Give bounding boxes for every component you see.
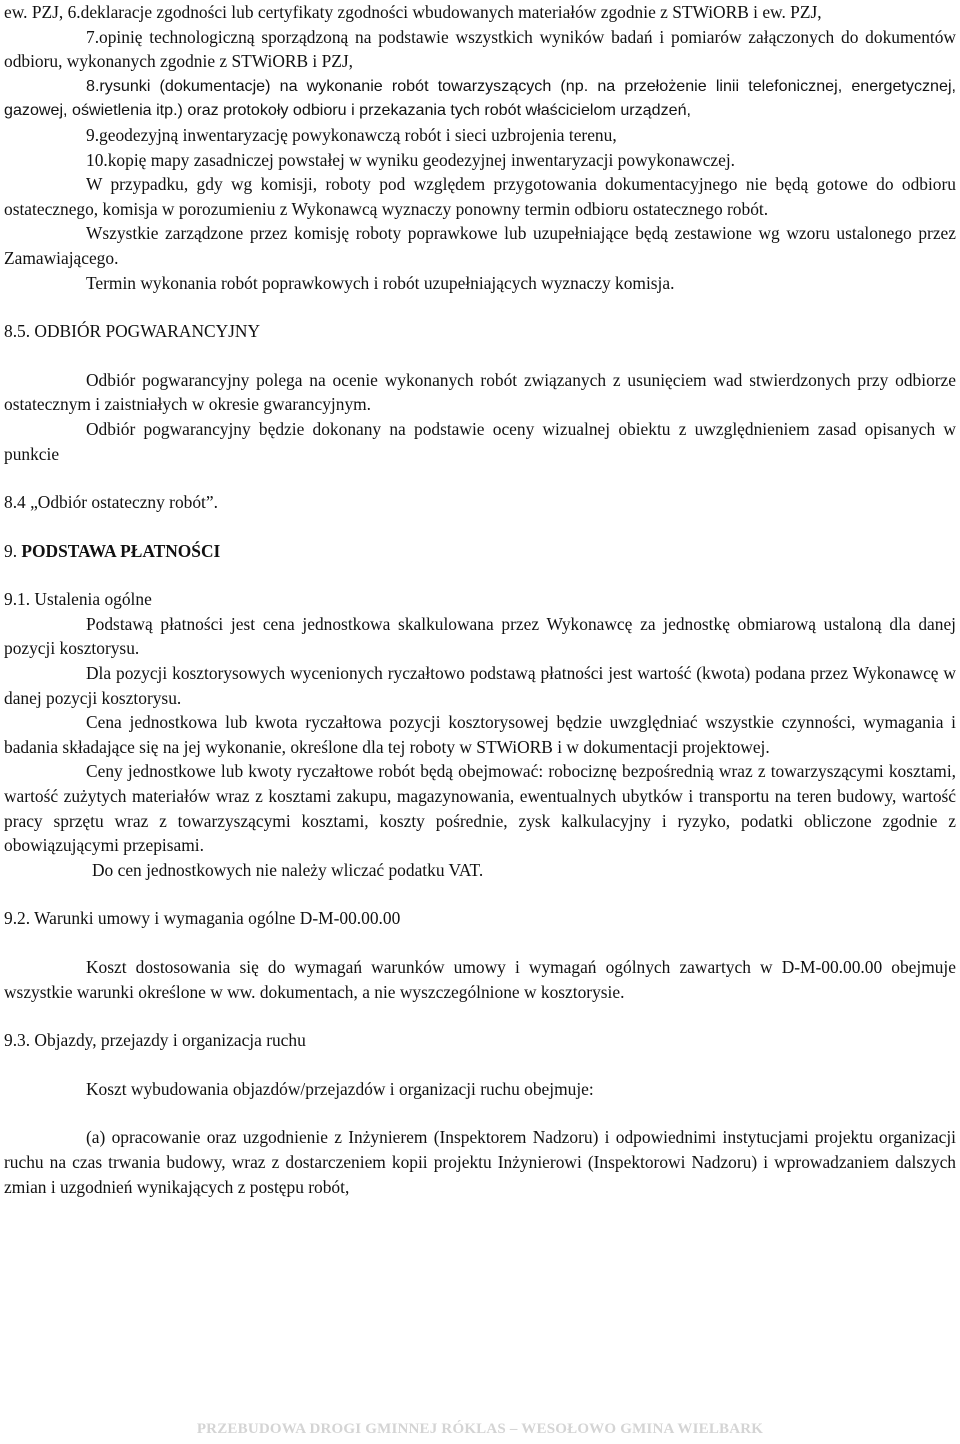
spacer xyxy=(4,1004,956,1028)
spacer xyxy=(4,563,956,587)
paragraph-w-przypadku: W przypadku, gdy wg komisji, roboty pod względem przygotowania dokumentacyjnego nie będą gotowe do odbioru ostatecznego, komisja w porozumieniu z Wykonawcą wyznaczy ponowny termin odbioru ostatecznego robót. xyxy=(4,174,956,219)
paragraph-koszt-wybudowania: Koszt wybudowania objazdów/przejazdów i organizacji ruchu obejmuje: xyxy=(86,1078,594,1099)
spacer xyxy=(4,466,956,490)
spacer xyxy=(4,1101,956,1125)
paragraph-odbior-2: Odbiór pogwarancyjny będzie dokonany na podstawie oceny wizualnej obiektu z uwzględnieniem zasad opisanych w punkcie xyxy=(4,418,956,464)
list-item-10: 10.kopię mapy zasadniczej powstałej w wyniku geodezyjnej inwentaryzacji powykonawczej. xyxy=(86,149,736,170)
paragraph-ceny-jednostkowe: Ceny jednostkowe lub kwoty ryczałtowe robót będą obejmować: robociznę bezpośrednią wraz z towarzyszącymi kosztami, wartość zużytych materiałów wraz z kosztami zakupu, magazynowania, ewentualnych ubytków i transportu na teren budowy, wartość pracy sprzętu wraz z towarzyszącymi kosztami, koszty pośrednie, zysk kalkulacyjny i ryzyko, podatki obliczone zgodnie z obowiązującymi przepisami. xyxy=(4,761,956,856)
paragraph-termin: Termin wykonania robót poprawkowych i robót uzupełniających wyznaczy komisja. xyxy=(86,272,675,293)
page-footer: PRZEBUDOWA DROGI GMINNEJ RÓKLAS – WESOŁOWO GMINA WIELBARK xyxy=(196,1421,764,1437)
paragraph-odbior-1: Odbiór pogwarancyjny polega na ocenie wykonanych robót związanych z usunięciem wad stwierdzonych przy odbiorze ostatecznym i zaistniałych w okresie gwarancyjnym. xyxy=(4,369,956,415)
paragraph-koszt-dostosowania: Koszt dostosowania się do wymagań warunków umowy i wymagań ogólnych zawartych w D-M-00.00.00 obejmuje wszystkie warunki określone w ww. dokumentach, a nie wyszczególnione w kosztorysie. xyxy=(4,957,956,1002)
spacer xyxy=(4,295,956,319)
spacer xyxy=(4,931,956,955)
section-heading-9-1: 9.1. Ustalenia ogólne xyxy=(4,589,152,610)
spacer xyxy=(4,515,956,539)
paragraph-wszystkie: Wszystkie zarządzone przez komisję roboty poprawkowe lub uzupełniające będą zestawione wg wzoru ustalonego przez Zamawiającego. xyxy=(4,223,956,268)
spacer xyxy=(4,344,956,368)
reference-8-4: 8.4 „Odbiór ostateczny robót”. xyxy=(4,492,218,513)
section-number-9: 9. xyxy=(4,540,22,561)
paragraph-cena-jednostkowa: Cena jednostkowa lub kwota ryczałtowa pozycji kosztorysowej będzie uwzględniać wszystkie czynności, wymagania i badania składające się na jej wykonanie, określone dla tej roboty w STWiORB i w dokumentacji projektowej. xyxy=(4,712,956,757)
paragraph-item-a: (a) opracowanie oraz uzgodnienie z Inżynierem (Inspektorem Nadzoru) i odpowiednimi instytucjami projektu organizacji ruchu na czas trwania budowy, wraz z dostarczeniem kopii projektu Inżynierowi (Inspektorowi Nadzoru) i wprowadzaniem dalszych zmian i uzgodnień wynikających z postępu robót, xyxy=(4,1127,956,1197)
list-item-9: 9.geodezyjną inwentaryzację powykonawczą robót i sieci uzbrojenia terenu, xyxy=(86,124,617,145)
section-heading-9-3: 9.3. Objazdy, przejazdy i organizacja ruchu xyxy=(4,1030,306,1051)
list-item-6: ew. PZJ, 6.deklaracje zgodności lub certyfikaty zgodności wbudowanych materiałów zgodnie z STWiORB i ew. PZJ, xyxy=(4,2,822,22)
section-heading-9 xyxy=(4,539,956,564)
paragraph-podstawa: Podstawą płatności jest cena jednostkowa skalkulowana przez Wykonawcę za jednostkę obmiarową ustaloną dla danej pozycji kosztorysu. xyxy=(4,613,956,659)
section-heading-9-2: 9.2. Warunki umowy i wymagania ogólne D-M-00.00.00 xyxy=(4,908,401,929)
paragraph-dla-pozycji: Dla pozycji kosztorysowych wycenionych ryczałtowo podstawą płatności jest wartość (kwota) podana przez Wykonawcę w danej pozycji kosztorysu. xyxy=(4,663,956,708)
section-title-9: PODSTAWA PŁATNOŚCI xyxy=(21,540,221,561)
section-heading-8-5: 8.5. ODBIÓR POGWARANCYJNY xyxy=(4,321,261,342)
spacer xyxy=(4,882,956,906)
document-page xyxy=(4,0,956,1199)
spacer xyxy=(4,1053,956,1077)
list-item-8: 8.rysunki (dokumentacje) na wykonanie robót towarzyszących (np. na przełożenie linii telefonicznej, energetycznej, gazowej, oświetlenia itp.) oraz protokoły odbioru i przekazania tych robót właścicielom urządzeń, xyxy=(4,76,956,120)
paragraph-vat: Do cen jednostkowych nie należy wliczać podatku VAT. xyxy=(92,859,484,880)
list-item-7: 7.opinię technologiczną sporządzoną na podstawie wszystkich wyników badań i pomiarów załączonych do dokumentów odbioru, wykonanych zgodnie z STWiORB i PZJ, xyxy=(4,26,956,72)
